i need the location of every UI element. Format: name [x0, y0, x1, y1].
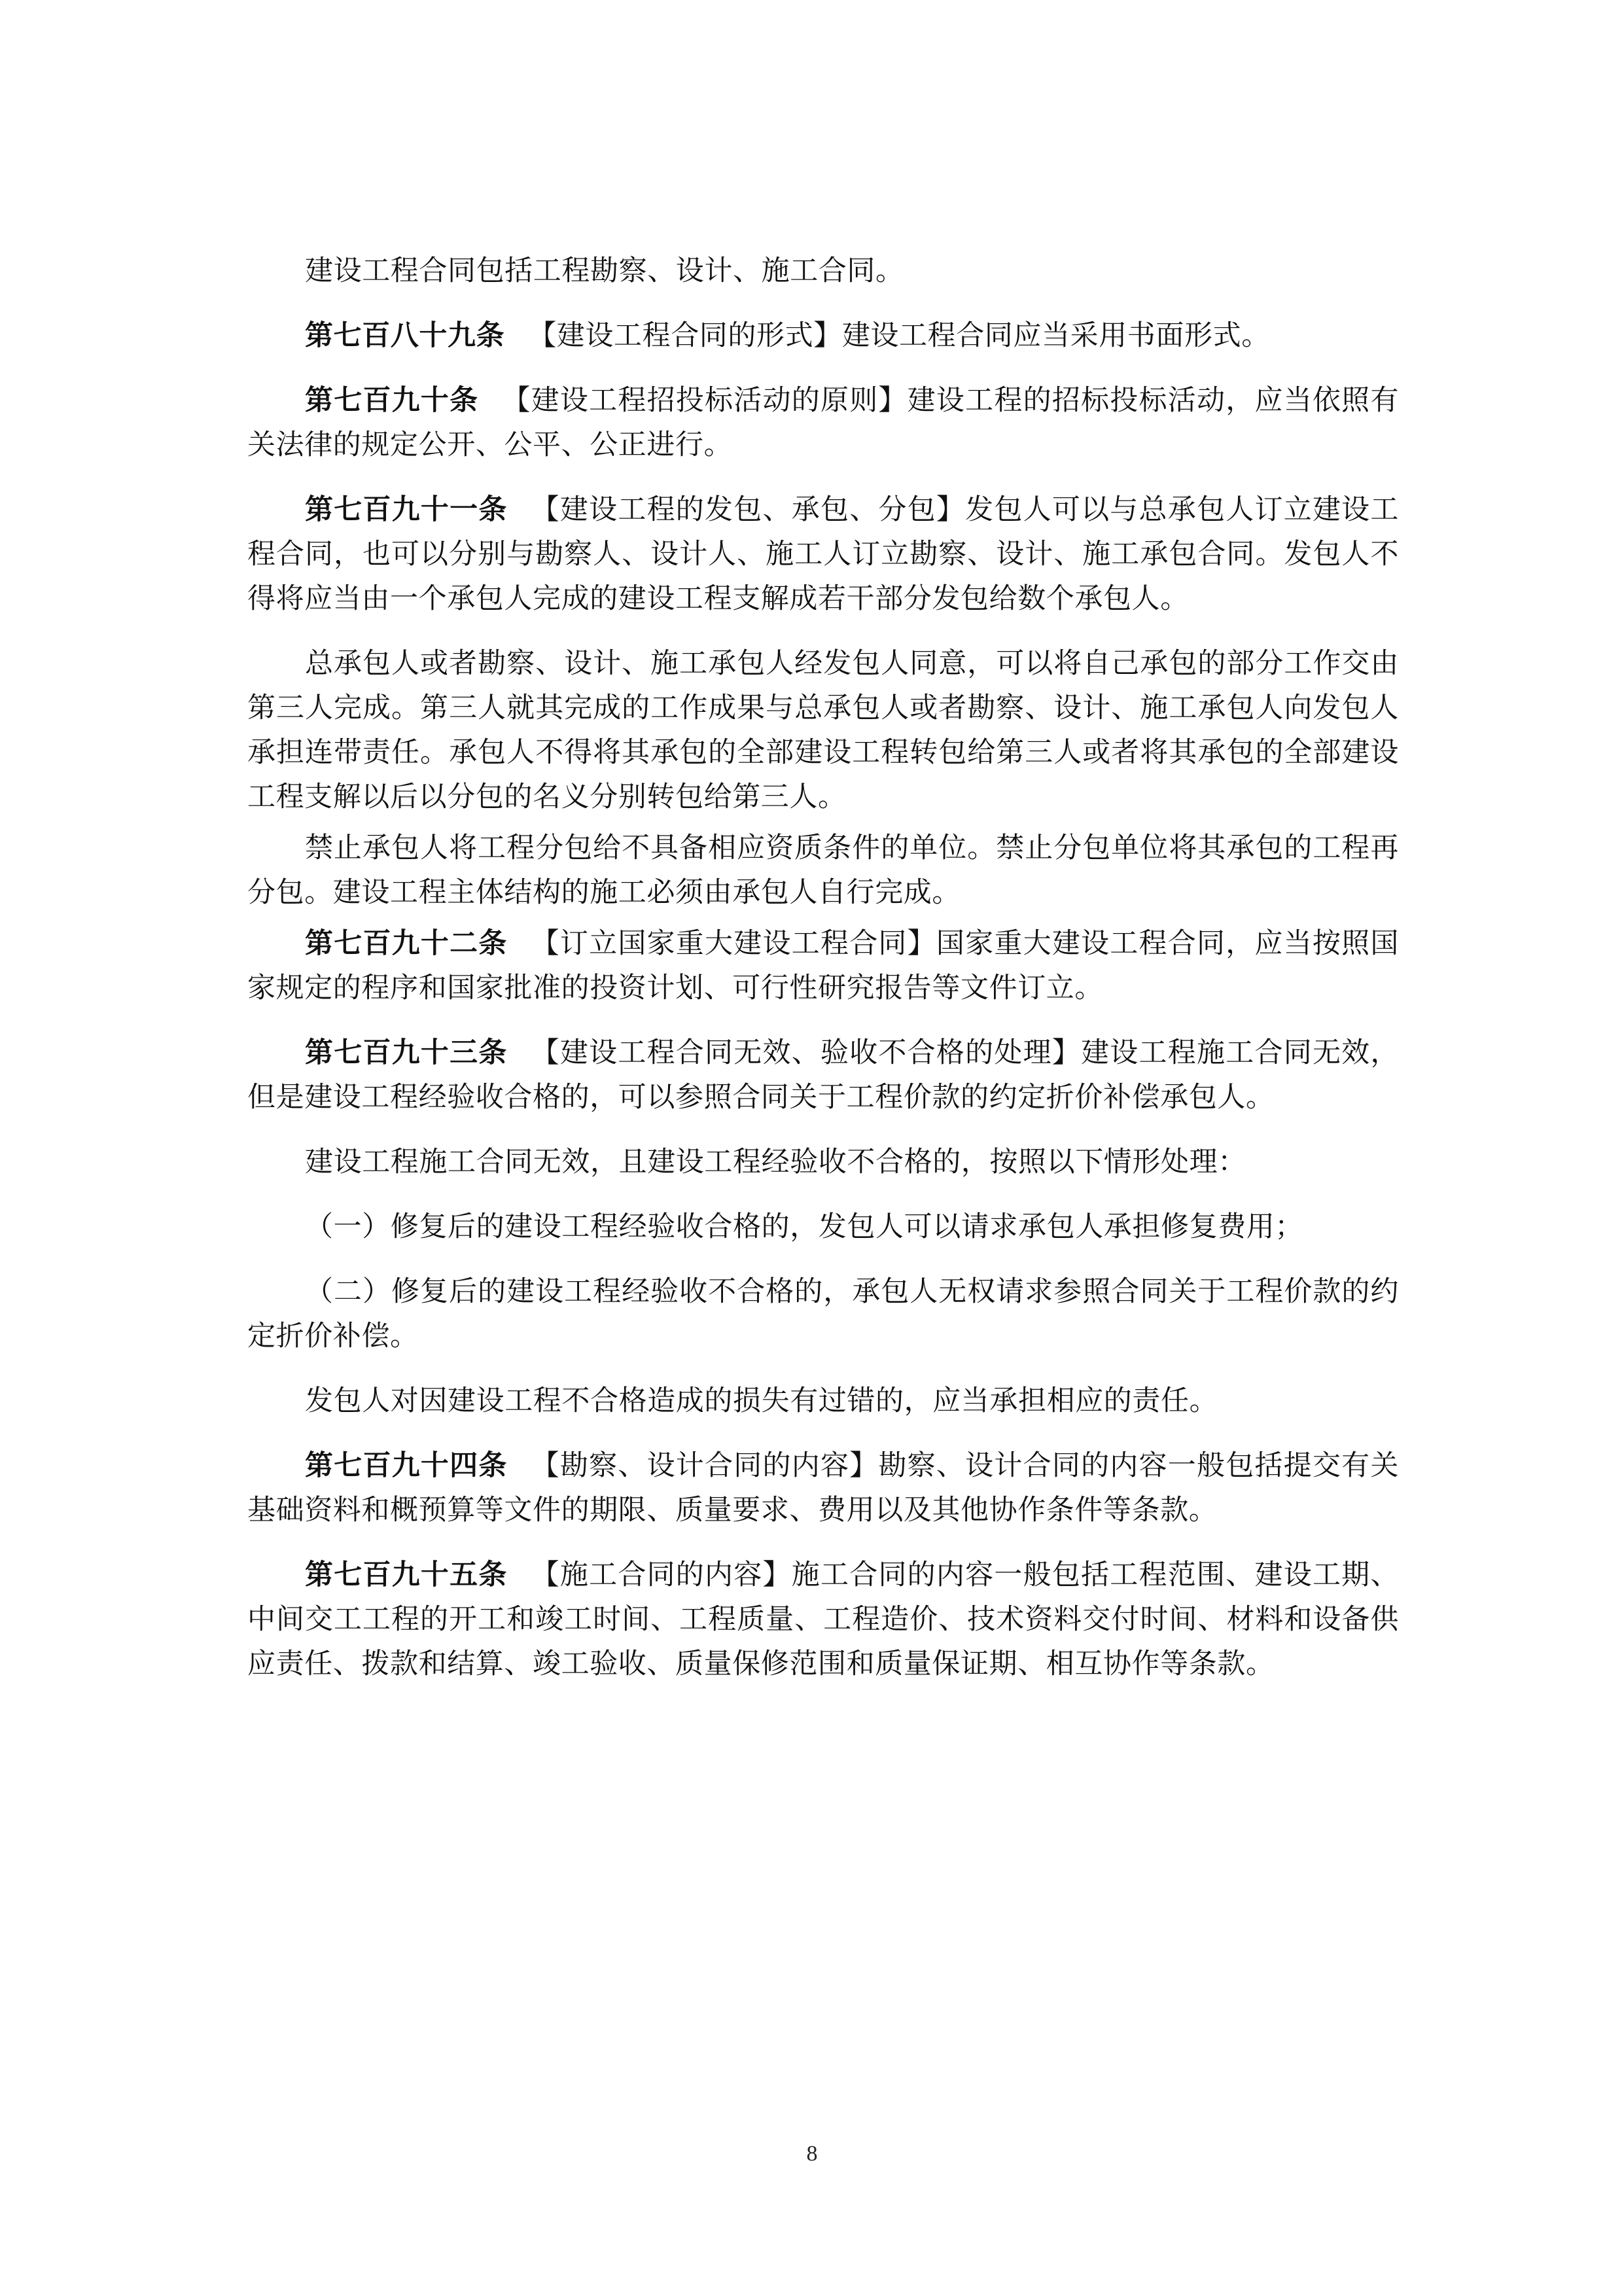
article-793-item-2 — [247, 1269, 1399, 1358]
article-text: 施工合同的内容一般包括工程范围、建设工期、中间交工工程的开工和竣工时间、工程质量、工程造价、技术资料交付时间、材料和设备供应责任、拨款和结算、竣工验收、质量保修范围和质量保证期、相互协作等条款。 — [247, 1559, 1400, 1680]
article-text: 建设工程合同应当采用书面形式。 — [841, 319, 1270, 352]
article-790 — [247, 378, 1399, 467]
paragraph-scope — [247, 249, 1399, 293]
article-heading: 【施工合同的内容】 — [531, 1559, 792, 1591]
paragraph-text: （一）修复后的建设工程经验收合格的，发包人可以请求承包人承担修复费用； — [305, 1210, 1303, 1243]
article-792 — [247, 921, 1399, 1010]
article-number: 第七百九十五条 — [305, 1559, 508, 1591]
paragraph-text: 总承包人或者勘察、设计、施工承包人经发包人同意，可以将自己承包的部分工作交由第三人完成。第三人就其完成的工作成果与总承包人或者勘察、设计、施工承包人向发包人承担连带责任。承包人不得将其承包的全部建设工程转包给第三人或者将其承包的全部建设工程支解以后以分包的名义分别转包给第三人。 — [247, 647, 1399, 813]
article-number: 第七百九十一条 — [305, 493, 508, 526]
page-number: 8 — [806, 2142, 818, 2166]
article-heading: 【订立国家重大建设工程合同】 — [531, 927, 936, 960]
paragraph-text: 禁止承包人将工程分包给不具备相应资质条件的单位。禁止分包单位将其承包的工程再分包。建设工程主体结构的施工必须由承包人自行完成。 — [247, 832, 1399, 909]
article-793-para-2 — [247, 1140, 1399, 1184]
article-793-item-1 — [247, 1205, 1399, 1249]
article-number: 第七百九十三条 — [305, 1036, 508, 1069]
article-text: 勘察、设计合同的内容一般包括提交有关基础资料和概预算等文件的期限、质量要求、费用以及其他协作条件等条款。 — [247, 1449, 1399, 1527]
article-793 — [247, 1031, 1399, 1120]
article-heading: 【建设工程合同无效、验收不合格的处理】 — [531, 1036, 1082, 1069]
paragraph-text: 建设工程合同包括工程勘察、设计、施工合同。 — [305, 255, 904, 287]
article-794 — [247, 1443, 1399, 1532]
article-791-para-3 — [247, 826, 1399, 915]
article-heading: 【建设工程合同的形式】 — [528, 319, 842, 352]
article-791-para-2 — [247, 641, 1399, 819]
article-text: 建设工程施工合同无效，但是建设工程经验收合格的，可以参照合同关于工程价款的约定折价补偿承包人。 — [247, 1036, 1400, 1114]
article-number: 第七百八十九条 — [305, 319, 505, 352]
article-number: 第七百九十二条 — [305, 927, 508, 960]
paragraph-text: （二）修复后的建设工程经验收不合格的，承包人无权请求参照合同关于工程价款的约定折价补偿。 — [247, 1275, 1399, 1352]
article-heading: 【建设工程招投标活动的原则】 — [502, 384, 908, 417]
article-heading: 【勘察、设计合同的内容】 — [531, 1449, 879, 1482]
article-text: 建设工程的招标投标活动，应当依照有关法律的规定公开、公平、公正进行。 — [247, 384, 1399, 461]
article-789 — [247, 313, 1399, 358]
article-text: 发包人可以与总承包人订立建设工程合同，也可以分别与勘察人、设计人、施工人订立勘察、设计、施工承包合同。发包人不得将应当由一个承包人完成的建设工程支解成若干部分发包给数个承包人。 — [247, 493, 1400, 615]
article-793-para-3 — [247, 1379, 1399, 1423]
paragraph-text: 发包人对因建设工程不合格造成的损失有过错的，应当承担相应的责任。 — [305, 1385, 1218, 1417]
document-body — [247, 249, 1399, 1706]
article-heading: 【建设工程的发包、承包、分包】 — [531, 493, 966, 526]
article-791 — [247, 487, 1399, 621]
article-795 — [247, 1553, 1399, 1686]
article-text: 国家重大建设工程合同，应当按照国家规定的程序和国家批准的投资计划、可行性研究报告等文件订立。 — [247, 927, 1399, 1004]
article-number: 第七百九十四条 — [305, 1449, 508, 1482]
paragraph-text: 建设工程施工合同无效，且建设工程经验收不合格的，按照以下情形处理： — [305, 1146, 1246, 1178]
article-number: 第七百九十条 — [305, 384, 479, 417]
